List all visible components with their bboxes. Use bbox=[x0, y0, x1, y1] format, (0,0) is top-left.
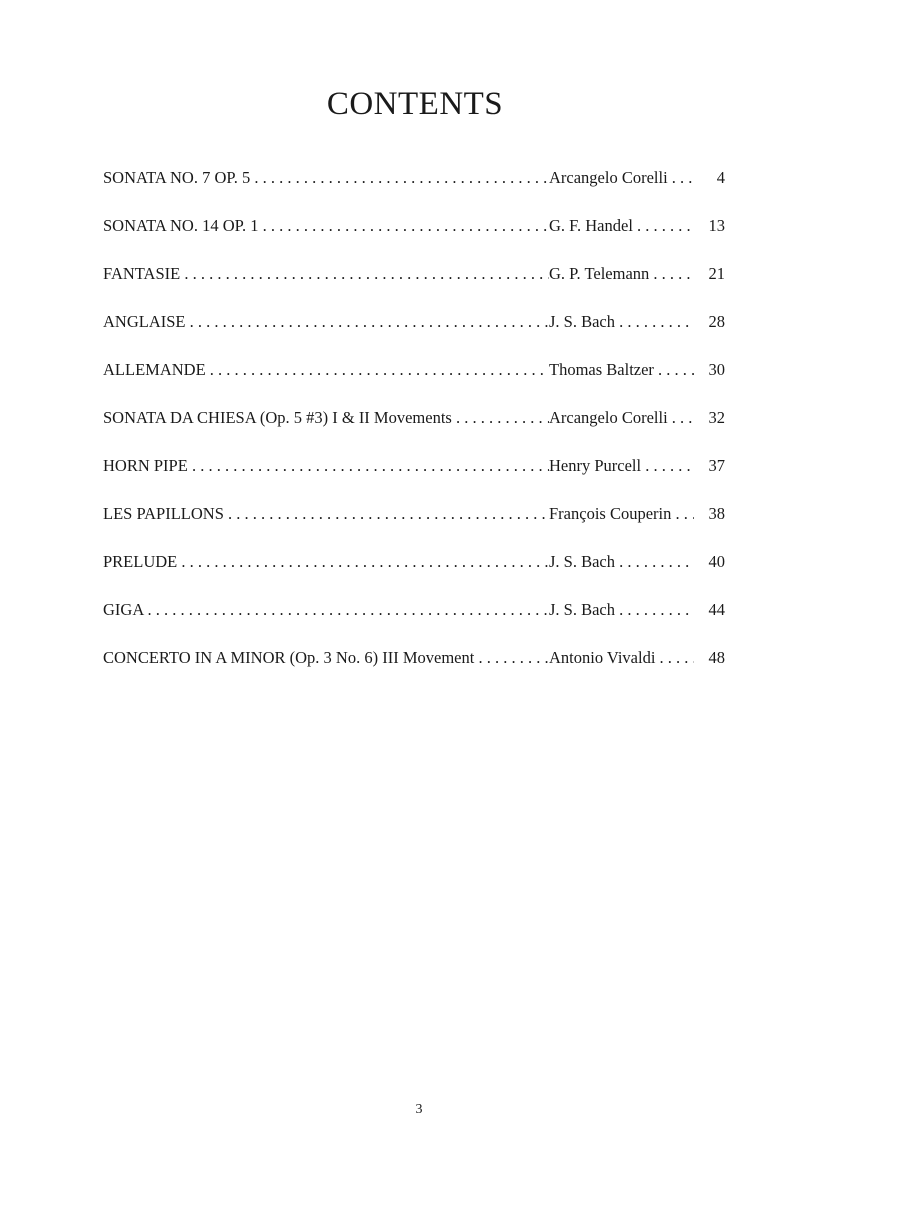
toc-entry-title: GIGA . . . bbox=[103, 592, 549, 628]
toc-entry-page: 38 bbox=[708, 504, 725, 523]
toc-entry-composer: Antonio Vivaldi . . . bbox=[549, 640, 694, 676]
toc-entry-page: 13 bbox=[708, 216, 725, 235]
toc-entry-composer: J. S. Bach . . . bbox=[549, 544, 694, 580]
toc-entry-composer: Arcangelo Corelli . . . bbox=[549, 160, 694, 196]
toc-entry bbox=[103, 592, 725, 640]
toc-entry-composer: Arcangelo Corelli . . . bbox=[549, 400, 694, 436]
toc-entry bbox=[103, 448, 725, 496]
toc-entry-title: SONATA NO. 14 OP. 1 . . . bbox=[103, 208, 549, 244]
toc-entry-composer: Thomas Baltzer . . . bbox=[549, 352, 694, 388]
toc-entry-composer: Henry Purcell . . . bbox=[549, 448, 694, 484]
toc-entry bbox=[103, 544, 725, 592]
toc-entry-composer: J. S. Bach . . . bbox=[549, 592, 694, 628]
toc-entry-page: 21 bbox=[708, 264, 725, 283]
toc-entry bbox=[103, 256, 725, 304]
toc-entry-page: 44 bbox=[708, 600, 725, 619]
toc-entry-page: 48 bbox=[708, 648, 725, 667]
toc-entry-title: SONATA DA CHIESA (Op. 5 #3) I & II Movements . . . bbox=[103, 400, 549, 436]
toc-entry-title: CONCERTO IN A MINOR (Op. 3 No. 6) III Movement . . . bbox=[103, 640, 549, 676]
toc-entry-page: 4 bbox=[716, 168, 725, 187]
table-of-contents bbox=[103, 160, 725, 688]
toc-entry-composer: G. F. Handel . . . bbox=[549, 208, 694, 244]
page-number: 3 bbox=[415, 1102, 423, 1117]
toc-entry bbox=[103, 160, 725, 208]
toc-entry bbox=[103, 496, 725, 544]
toc-entry bbox=[103, 400, 725, 448]
toc-entry-page: 37 bbox=[708, 456, 725, 475]
toc-entry-title: HORN PIPE . . . bbox=[103, 448, 549, 484]
toc-entry-composer: G. P. Telemann . . . bbox=[549, 256, 694, 292]
toc-entry-composer: J. S. Bach . . . bbox=[549, 304, 694, 340]
toc-entry-title: FANTASIE . . . bbox=[103, 256, 549, 292]
toc-entry-page: 30 bbox=[708, 360, 725, 379]
toc-entry bbox=[103, 640, 725, 688]
toc-entry-title: ALLEMANDE . . . bbox=[103, 352, 549, 388]
toc-entry-title: LES PAPILLONS . . . bbox=[103, 496, 549, 532]
toc-entry bbox=[103, 208, 725, 256]
toc-entry-title: PRELUDE . . . bbox=[103, 544, 549, 580]
toc-entry-title: SONATA NO. 7 OP. 5 . . . bbox=[103, 160, 549, 196]
toc-entry-title: ANGLAISE . . . bbox=[103, 304, 549, 340]
toc-entry-page: 32 bbox=[708, 408, 725, 427]
toc-entry-page: 40 bbox=[708, 552, 725, 571]
toc-entry bbox=[103, 304, 725, 352]
toc-entry bbox=[103, 352, 725, 400]
toc-entry-composer: François Couperin . . . bbox=[549, 496, 694, 532]
toc-entry-page: 28 bbox=[708, 312, 725, 331]
page-title: CONTENTS bbox=[326, 86, 504, 122]
